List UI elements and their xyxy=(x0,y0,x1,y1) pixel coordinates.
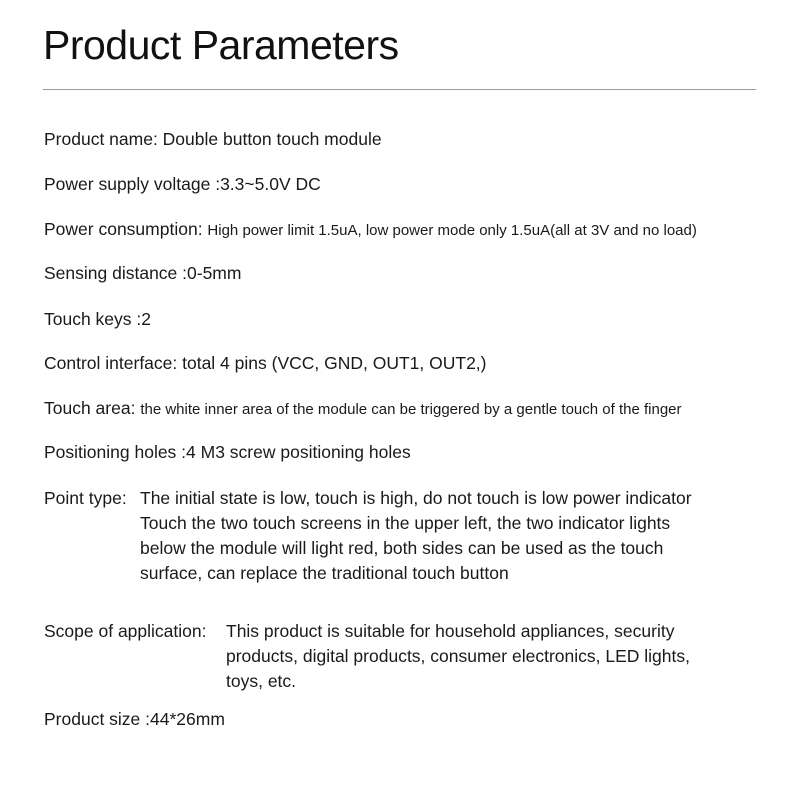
param-touch-area-value: the white inner area of the module can be triggered by a gentle touch of the finger xyxy=(140,401,682,418)
param-touch-keys: Touch keys :2 xyxy=(44,309,151,329)
param-point-type-text xyxy=(140,486,692,586)
point-type-line: The initial state is low, touch is high, do not touch is low power indicator xyxy=(140,488,692,508)
scope-line: toys, etc. xyxy=(226,671,297,691)
param-control-interface: Control interface: total 4 pins (VCC, GND, OUT1, OUT2,) xyxy=(44,353,487,373)
point-type-line: surface, can replace the traditional touch button xyxy=(140,563,509,583)
point-type-line: Touch the two touch screens in the upper left, the two indicator lights xyxy=(140,513,671,533)
param-point-type-label: Point type: xyxy=(44,488,127,508)
param-positioning-holes: Positioning holes :4 M3 screw positioning holes xyxy=(44,442,411,462)
scope-line: products, digital products, consumer electronics, LED lights, xyxy=(226,646,690,666)
param-power-consumption-value: High power limit 1.5uA, low power mode only 1.5uA(all at 3V and no load) xyxy=(207,222,697,239)
param-touch-area-label: Touch area: xyxy=(44,398,141,418)
param-power-consumption-label: Power consumption: xyxy=(44,219,208,239)
param-scope-label: Scope of application: xyxy=(44,621,207,641)
param-touch-area xyxy=(44,396,682,422)
param-power-consumption xyxy=(44,217,697,243)
title-divider xyxy=(43,89,756,90)
point-type-line: below the module will light red, both sides can be used as the touch xyxy=(140,538,664,558)
param-scope-text xyxy=(226,619,690,694)
param-sensing-distance: Sensing distance :0-5mm xyxy=(44,263,242,283)
scope-line: This product is suitable for household appliances, security xyxy=(226,621,675,641)
param-product-name: Product name: Double button touch module xyxy=(44,129,382,149)
param-power-supply-voltage: Power supply voltage :3.3~5.0V DC xyxy=(44,174,321,194)
param-product-size: Product size :44*26mm xyxy=(44,709,225,729)
page-title: Product Parameters xyxy=(43,22,399,68)
